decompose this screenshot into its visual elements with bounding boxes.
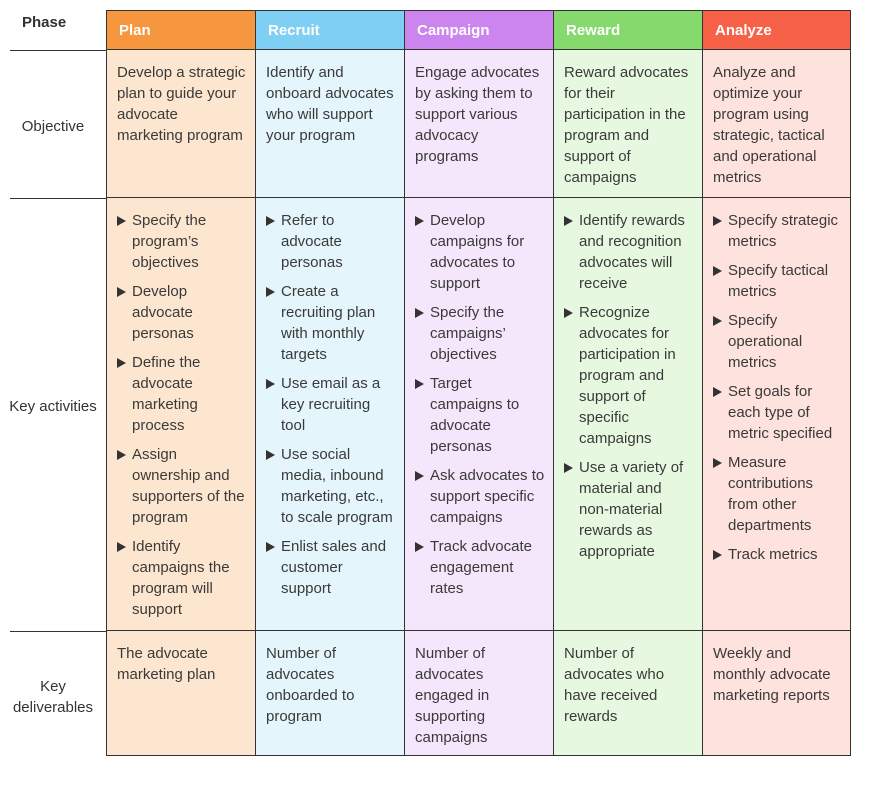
bullet-triangle-icon [713,266,722,276]
activity-item [564,302,694,449]
activity-text: Define the advocate marketing process [132,354,201,434]
bullet-triangle-icon [713,216,722,226]
activity-text: Assign ownership and supporters of the program [132,446,245,526]
activities-analyze [703,198,851,631]
bullet-triangle-icon [415,308,424,318]
activity-item [117,281,247,344]
activity-item [415,210,545,294]
activity-item [117,444,247,528]
activity-item [266,281,396,365]
activity-item [415,465,545,528]
activities-recruit [256,198,405,631]
bullet-triangle-icon [564,308,573,318]
activity-text: Measure contributions from other departments [728,454,814,534]
activity-text: Use social media, inbound marketing, etc., to scale program [281,446,393,526]
activity-item [117,210,247,273]
activity-text: Identify campaigns the program will support [132,538,230,618]
deliverables-row [107,631,851,756]
objective-recruit: Identify and onboard advocates who will support your program [256,50,405,198]
activity-item [713,544,842,565]
activity-item [713,310,842,373]
bullet-triangle-icon [713,458,722,468]
row-divider [10,50,106,51]
activity-item [713,210,842,252]
bullet-triangle-icon [117,216,126,226]
activities-row [107,198,851,631]
bullet-triangle-icon [266,450,275,460]
activity-text: Target campaigns to advocate personas [430,375,520,455]
bullet-triangle-icon [564,216,573,226]
activity-text: Develop advocate personas [132,283,194,342]
deliverable-analyze: Weekly and monthly advocate marketing reports [703,631,851,756]
activity-text: Create a recruiting plan with monthly targets [281,283,376,363]
objective-analyze: Analyze and optimize your program using strategic, tactical and operational metrics [703,50,851,198]
activity-text: Track advocate engagement rates [430,538,532,597]
activity-text: Identify rewards and recognition advocates will receive [579,212,685,292]
activities-plan [107,198,256,631]
deliverable-campaign: Number of advocates engaged in supporting campaigns [405,631,554,756]
activity-item [415,373,545,457]
activity-text: Set goals for each type of metric specified [728,383,833,442]
deliverable-plan: The advocate marketing plan [107,631,256,756]
activity-text: Use a variety of material and non-material rewards as appropriate [579,459,684,560]
bullet-triangle-icon [117,450,126,460]
activity-text: Specify the program’s objectives [132,212,207,271]
activity-item [713,452,842,536]
bullet-triangle-icon [266,379,275,389]
bullet-triangle-icon [117,287,126,297]
bullet-triangle-icon [415,216,424,226]
activity-text: Use email as a key recruiting tool [281,375,381,434]
activity-item [564,457,694,562]
activity-text: Specify tactical metrics [728,262,829,300]
activity-item [713,381,842,444]
row-label-key-activities: Key activities [9,398,97,415]
bullet-triangle-icon [713,387,722,397]
activities-campaign [405,198,554,631]
header-row [107,11,851,50]
phase-header-reward: Reward [554,11,703,50]
bullet-triangle-icon [117,358,126,368]
row-divider [10,198,106,199]
activity-item [266,210,396,273]
activity-item [415,302,545,365]
advocacy-phase-table [106,10,851,756]
deliverable-reward: Number of advocates who have received rewards [554,631,703,756]
phase-header-campaign: Campaign [405,11,554,50]
activity-item [266,536,396,599]
activity-text: Specify strategic metrics [728,212,839,250]
bullet-triangle-icon [564,463,573,473]
objective-row [107,50,851,198]
activity-item [266,444,396,528]
bullet-triangle-icon [415,471,424,481]
row-label-key-deliverables: Key deliverables [12,678,94,716]
bullet-triangle-icon [266,287,275,297]
activity-item [415,536,545,599]
bullet-triangle-icon [117,542,126,552]
bullet-triangle-icon [266,216,275,226]
activity-item [266,373,396,436]
bullet-triangle-icon [266,542,275,552]
row-divider [10,631,106,632]
bullet-triangle-icon [713,316,722,326]
activity-text: Enlist sales and customer support [281,538,387,597]
phase-header-recruit: Recruit [256,11,405,50]
activity-text: Track metrics [728,546,818,563]
activity-item [117,536,247,620]
activity-text: Develop campaigns for advocates to support [430,212,525,292]
activity-text: Ask advocates to support specific campaigns [430,467,545,526]
activity-item [564,210,694,294]
bullet-triangle-icon [415,379,424,389]
activity-text: Specify operational metrics [728,312,803,371]
activity-text: Refer to advocate personas [281,212,343,271]
objective-reward: Reward advocates for their participation in the program and support of campaigns [554,50,703,198]
phase-column-label: Phase [22,14,67,31]
objective-campaign: Engage advocates by asking them to support various advocacy programs [405,50,554,198]
bullet-triangle-icon [713,550,722,560]
activity-text: Specify the campaigns’ objectives [430,304,506,363]
row-label-objective: Objective [21,118,85,135]
activity-text: Recognize advocates for participation in program and support of specific campaigns [579,304,676,447]
activity-item [713,260,842,302]
activity-item [117,352,247,436]
phase-header-analyze: Analyze [703,11,851,50]
phase-header-plan: Plan [107,11,256,50]
activities-reward [554,198,703,631]
bullet-triangle-icon [415,542,424,552]
deliverable-recruit: Number of advocates onboarded to program [256,631,405,756]
objective-plan: Develop a strategic plan to guide your advocate marketing program [107,50,256,198]
